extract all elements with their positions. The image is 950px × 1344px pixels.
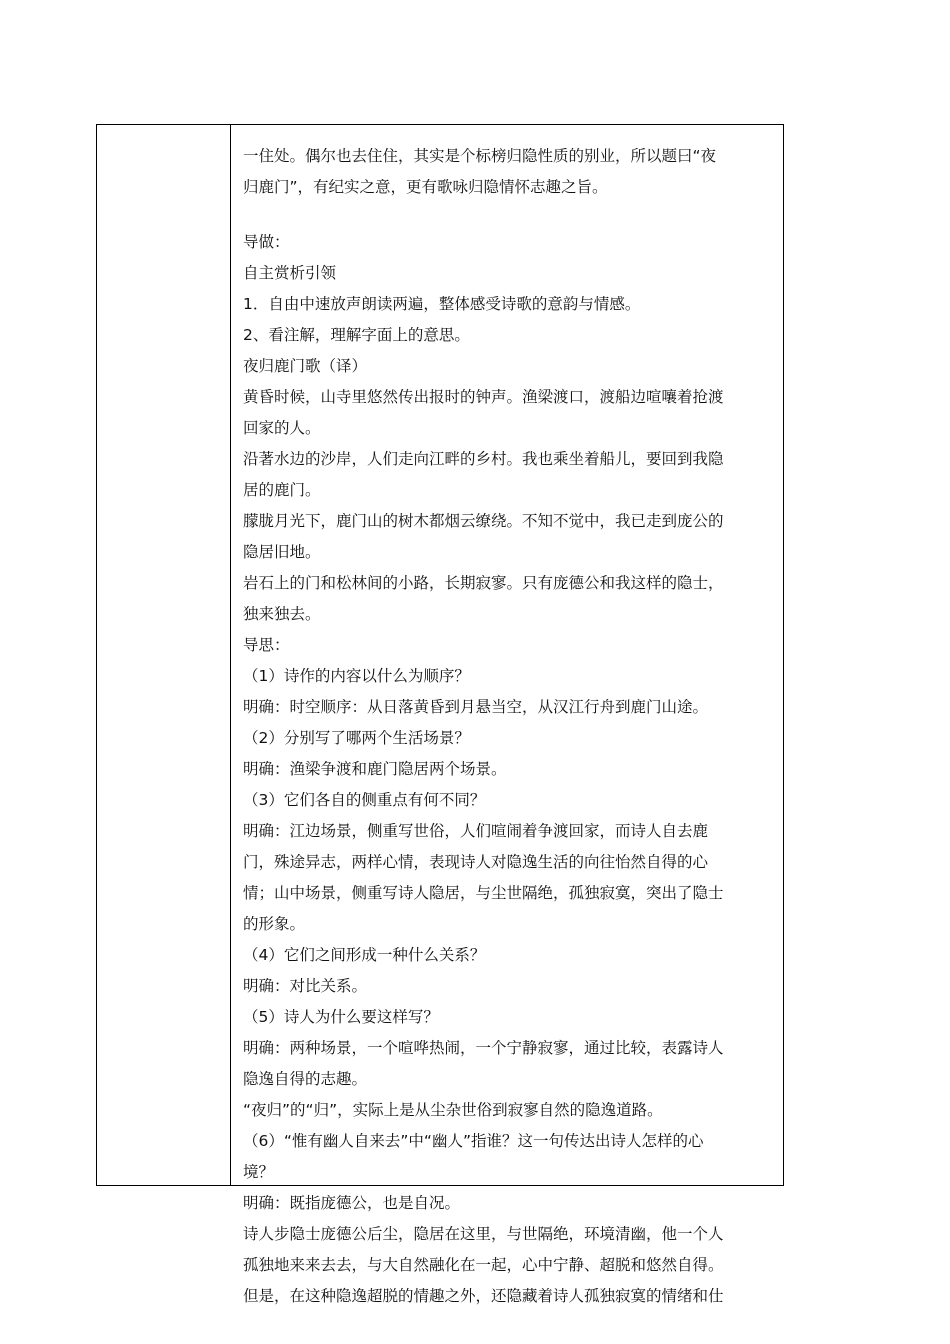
text-line: 居的鹿门。: [243, 481, 321, 499]
text-line: 朦胧月光下，鹿门山的树木都烟云缭绕。不知不觉中，我已走到庞公的: [243, 512, 724, 530]
question-line: 境？: [243, 1163, 275, 1181]
table-right-column: [231, 125, 783, 1305]
question-line: （5）诗人为什么要这样写？: [243, 1008, 439, 1026]
text-line: 归鹿门”，有纪实之意，更有歌咏归隐情怀志趣之旨。: [243, 178, 608, 196]
text-line: 但是，在这种隐逸超脱的情趣之外，还隐藏着诗人孤独寂寞的情绪和仕: [243, 1287, 724, 1305]
text-line: “夜归”的“归”，实际上是从尘杂世俗到寂寥自然的隐逸道路。: [243, 1101, 663, 1119]
paragraph-gap: [243, 203, 777, 227]
text-line: 1．自由中速放声朗读两遍，整体感受诗歌的意韵与情感。: [243, 295, 641, 313]
answer-line: 的形象。: [243, 915, 306, 933]
answer-line: 明确：渔梁争渡和鹿门隐居两个场景。: [243, 760, 507, 778]
question-line: （1）诗作的内容以什么为顺序？: [243, 667, 470, 685]
text-line: 一住处。偶尔也去住住，其实是个标榜归隐性质的别业，所以题曰“夜: [243, 147, 717, 165]
text-line: 独来独去。: [243, 605, 321, 623]
section-heading: 导做：: [243, 233, 290, 251]
content-table: [96, 124, 784, 1305]
section-heading: 导思：: [243, 636, 290, 654]
text-line: 回家的人。: [243, 419, 321, 437]
question-line: （6）“惟有幽人自来去”中“幽人”指谁？这一句传达出诗人怎样的心: [243, 1132, 704, 1150]
answer-line: 明确：对比关系。: [243, 977, 368, 995]
text-line: 岩石上的门和松林间的小路，长期寂寥。只有庞德公和我这样的隐士，: [243, 574, 724, 592]
question-line: （2）分别写了哪两个生活场景？: [243, 729, 470, 747]
text-line: 孤独地来来去去，与大自然融化在一起，心中宁静、超脱和悠然自得。: [243, 1256, 724, 1274]
text-line: 诗人步隐士庞德公后尘，隐居在这里，与世隔绝，环境清幽，他一个人: [243, 1225, 724, 1243]
text-line: 黄昏时候，山寺里悠然传出报时的钟声。渔梁渡口，渡船边喧嚷着抢渡: [243, 388, 724, 406]
answer-line: 明确：江边场景，侧重写世俗，人们喧闹着争渡回家，而诗人自去鹿: [243, 822, 709, 840]
text-line: 隐居旧地。: [243, 543, 321, 561]
subsection-heading: 自主赏析引领: [243, 264, 337, 282]
answer-line: 明确：两种场景，一个喧哗热闹，一个宁静寂寥，通过比较，表露诗人: [243, 1039, 724, 1057]
table-left-column: [97, 125, 231, 1185]
answer-line: 门，殊途异志，两样心情，表现诗人对隐逸生活的向往怡然自得的心: [243, 853, 709, 871]
answer-line: 明确：既指庞德公，也是自况。: [243, 1194, 461, 1212]
translation-title: 夜归鹿门歌（译）: [243, 357, 368, 375]
answer-line: 隐逸自得的志趣。: [243, 1070, 368, 1088]
question-line: （4）它们之间形成一种什么关系？: [243, 946, 486, 964]
answer-line: 情；山中场景，侧重写诗人隐居，与尘世隔绝，孤独寂寞，突出了隐士: [243, 884, 724, 902]
text-line: 沿著水边的沙岸，人们走向江畔的乡村。我也乘坐着船儿，要回到我隐: [243, 450, 724, 468]
question-line: （3）它们各自的侧重点有何不同？: [243, 791, 486, 809]
answer-line: 明确：时空顺序：从日落黄昏到月悬当空，从汉江行舟到鹿门山途。: [243, 698, 709, 716]
text-line: 2、看注解，理解字面上的意思。: [243, 326, 470, 344]
